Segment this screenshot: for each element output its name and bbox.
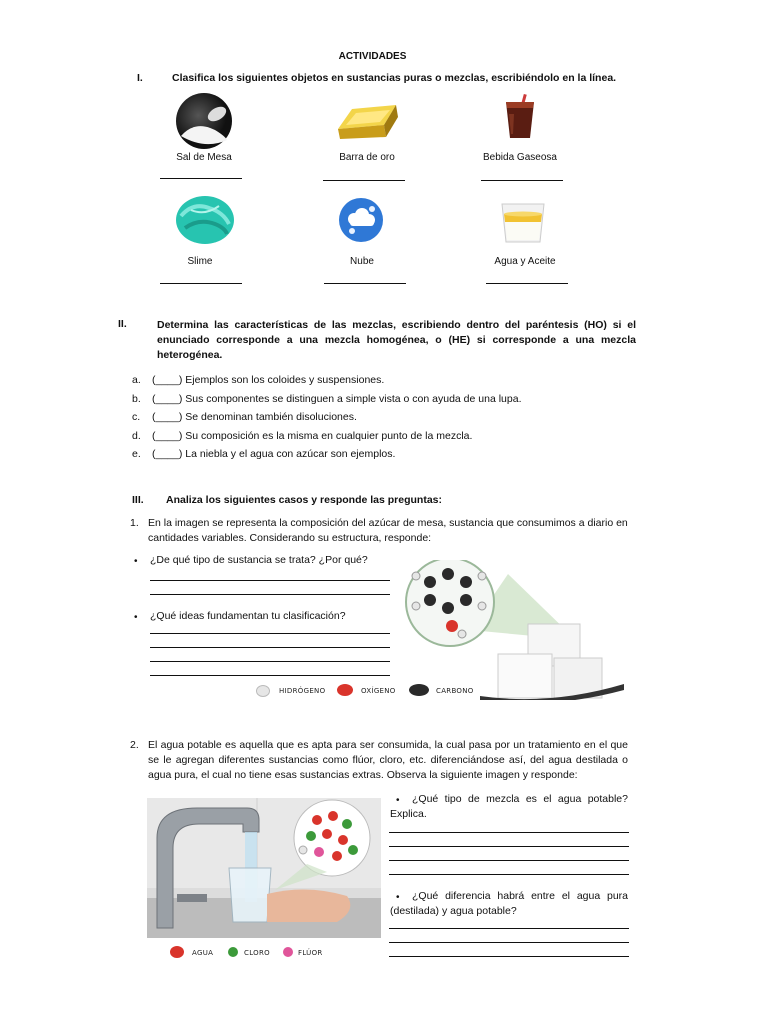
page-title: ACTIVIDADES <box>338 51 407 62</box>
case-1-question-1: ¿De qué tipo de sustancia se trata? ¿Por qué? <box>150 554 368 566</box>
oxygen-legend-swatch <box>337 684 353 696</box>
answer-line[interactable] <box>389 860 629 861</box>
fluorine-legend-label: FLÚOR <box>298 949 323 957</box>
case-2-question-2: ¿Qué diferencia habrá entre el agua pura (destilada) y agua potable? <box>390 890 628 917</box>
statement-item[interactable]: (____) Su composición es la misma en cualquier punto de la mezcla. <box>152 430 473 442</box>
answer-line[interactable] <box>150 580 390 581</box>
gold-bar-image <box>332 95 402 143</box>
case-2-text: El agua potable es aquella que es apta para ser consumida, la cual pasa por un tratamiento en el que se le agregan diferentes sustancias como flúor, cloro, etc. diferenciándose así, del agua destilada o agua pura, el cual no tiene esas sustancias extras. Observa la siguiente imagen y responde: <box>148 739 628 781</box>
carbon-legend-swatch <box>409 684 429 696</box>
answer-line[interactable] <box>389 846 629 847</box>
soda-glass-image <box>500 94 540 142</box>
fluorine-legend-swatch <box>283 947 293 957</box>
answer-line[interactable] <box>160 178 242 179</box>
statement-item[interactable]: (____) Ejemplos son los coloides y suspensiones. <box>152 374 385 386</box>
object-label: Sal de Mesa <box>176 152 232 163</box>
section-1-instruction: Clasifica los siguientes objetos en sustancias puras o mezclas, escribiéndolo en la línea. <box>172 72 617 84</box>
answer-line[interactable] <box>150 675 390 676</box>
bullet: • <box>134 556 138 567</box>
water-legend-swatch <box>170 946 184 958</box>
answer-line[interactable] <box>389 874 629 875</box>
hydrogen-legend-label: HIDRÓGENO <box>279 687 326 695</box>
answer-line[interactable] <box>150 594 390 595</box>
answer-line[interactable] <box>481 180 563 181</box>
answer-line[interactable] <box>150 661 390 662</box>
case-2-question-1: ¿Qué tipo de mezcla es el agua potable? Explica. <box>390 793 628 820</box>
case-1-text: En la imagen se representa la composición del azúcar de mesa, sustancia que consumimos a diario en cantidades variables. Considerando su estructura, responde: <box>148 517 628 544</box>
case-2-number: 2. <box>130 739 139 751</box>
answer-line[interactable] <box>486 283 568 284</box>
answer-line[interactable] <box>389 832 629 833</box>
answer-line[interactable] <box>389 956 629 957</box>
answer-line[interactable] <box>150 647 390 648</box>
item-letter: a. <box>132 374 141 386</box>
answer-line[interactable] <box>324 283 406 284</box>
slime-image <box>175 194 235 246</box>
answer-line[interactable] <box>150 633 390 634</box>
object-label: Barra de oro <box>339 152 395 163</box>
answer-line[interactable] <box>160 283 242 284</box>
statement-item[interactable]: (____) Se denominan también disoluciones. <box>152 411 357 423</box>
case-1-number: 1. <box>130 517 139 529</box>
chlorine-legend-swatch <box>228 947 238 957</box>
item-letter: b. <box>132 393 141 405</box>
section-3-number: III. <box>132 494 144 506</box>
object-label: Bebida Gaseosa <box>483 152 557 163</box>
bullet: • <box>396 795 400 806</box>
sugar-illustration <box>400 560 626 700</box>
statement-item[interactable]: (____) Sus componentes se distinguen a simple vista o con ayuda de una lupa. <box>152 393 522 405</box>
water-oil-glass-image <box>498 200 548 246</box>
bullet: • <box>396 892 400 903</box>
chlorine-legend-label: CLORO <box>244 949 270 957</box>
tap-water-illustration <box>147 798 381 938</box>
answer-line[interactable] <box>389 928 629 929</box>
cloud-image <box>338 197 384 243</box>
bullet: • <box>134 612 138 623</box>
item-letter: d. <box>132 430 141 442</box>
answer-line[interactable] <box>323 180 405 181</box>
section-1-number: I. <box>137 72 143 84</box>
object-label: Slime <box>187 256 213 267</box>
object-label: Nube <box>350 256 374 267</box>
hydrogen-legend-swatch <box>256 685 270 697</box>
water-legend-label: AGUA <box>192 949 214 957</box>
section-2-number: II. <box>118 318 127 330</box>
carbon-legend-label: CARBONO <box>436 687 474 695</box>
object-label: Agua y Aceite <box>494 256 556 267</box>
section-3-instruction: Analiza los siguientes casos y responde las preguntas: <box>166 494 443 506</box>
answer-line[interactable] <box>389 942 629 943</box>
section-2-instruction: Determina las características de las mezclas, escribiendo dentro del paréntesis (HO) si el enunciado corresponde a una mezcla homogénea, o (HE) si corresponde a una mezcla heterogénea. <box>157 319 636 361</box>
item-letter: c. <box>132 411 141 423</box>
statement-item[interactable]: (____) La niebla y el agua con azúcar son ejemplos. <box>152 448 396 460</box>
salt-image <box>175 92 233 150</box>
item-letter: e. <box>132 448 141 460</box>
case-1-question-2: ¿Qué ideas fundamentan tu clasificación? <box>150 610 346 622</box>
oxygen-legend-label: OXÍGENO <box>361 687 396 695</box>
